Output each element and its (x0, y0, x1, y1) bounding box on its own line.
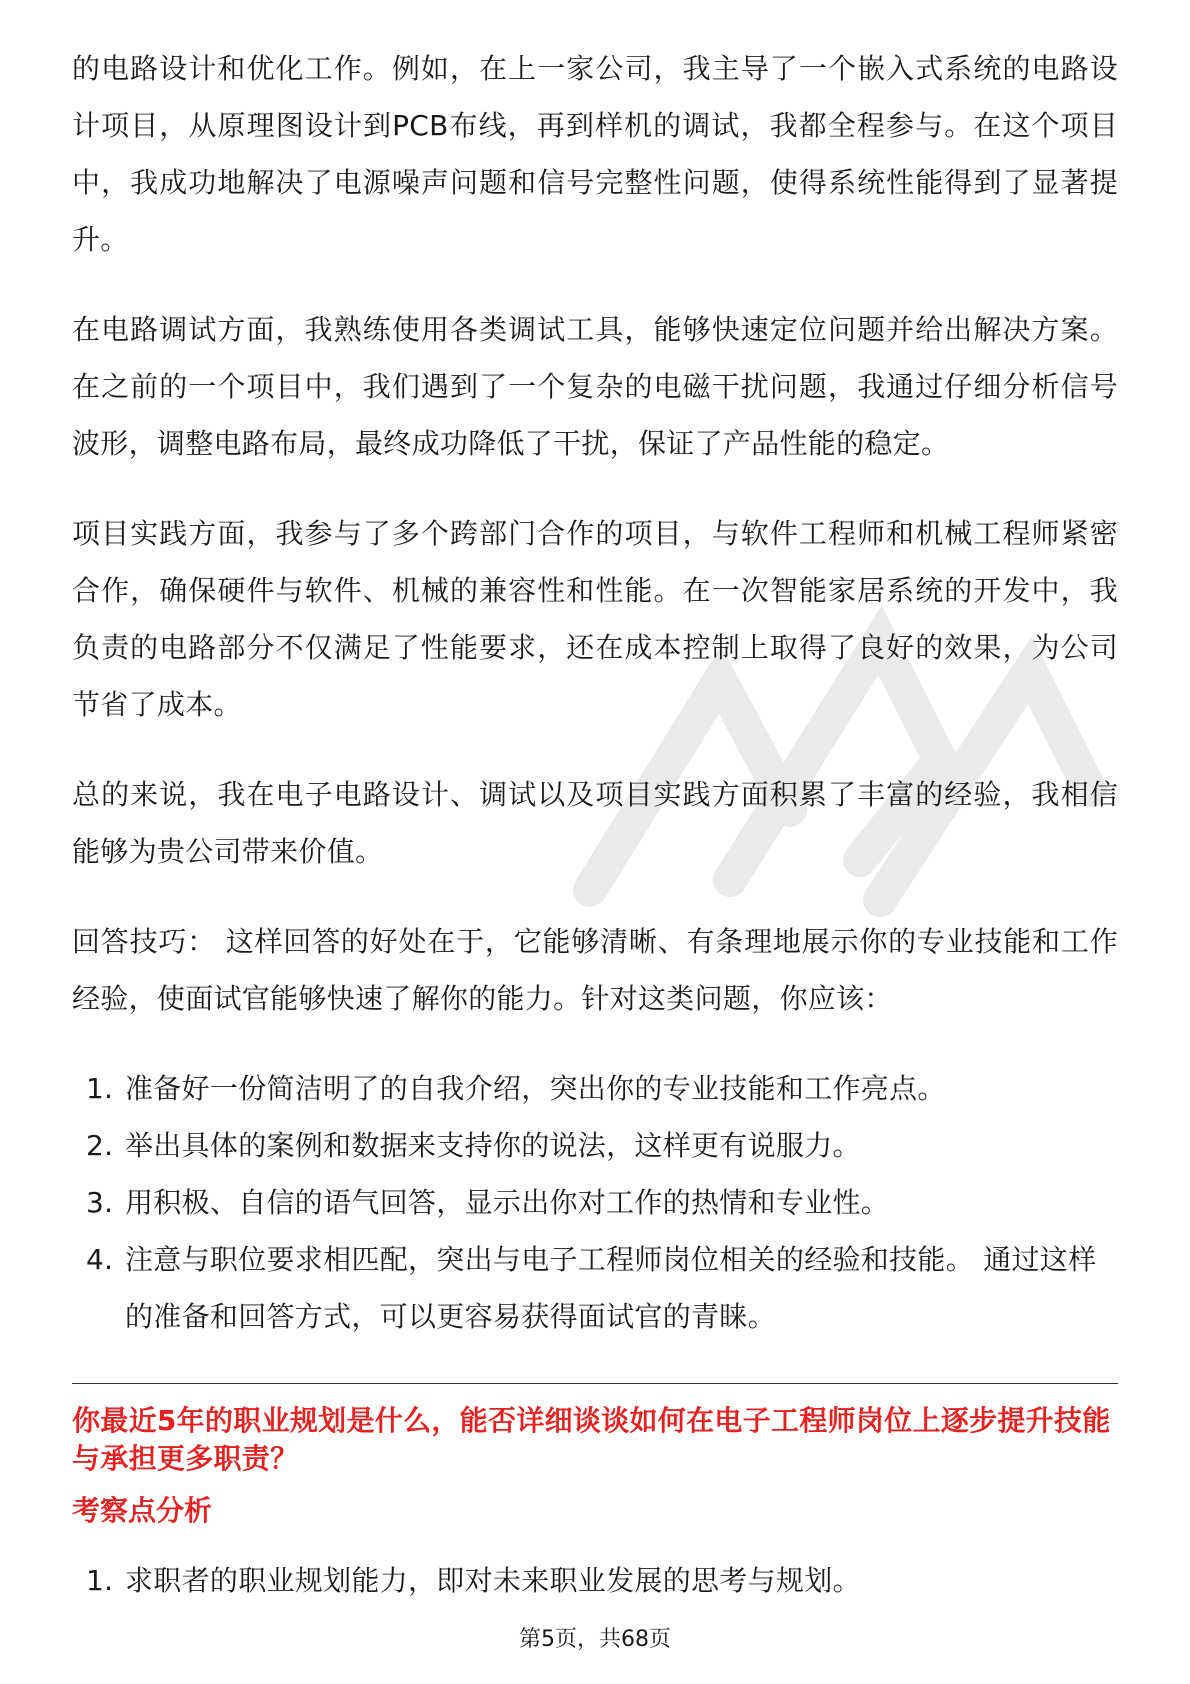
paragraph-project-practice: 项目实践方面，我参与了多个跨部门合作的项目，与软件工程师和机械工程师紧密合作，确保硬件与软件、机械的兼容性和性能。在一次智能家居系统的开发中，我负责的电路部分不仅满足了性能要求，还在成本控制上取得了良好的效果，为公司节省了成本。 (72, 517, 1118, 721)
list-item (72, 1174, 1118, 1231)
analysis-title: 考察点分析 (72, 1494, 213, 1527)
question-heading: 你最近5年的职业规划是什么，能否详细谈谈如何在电子工程师岗位上逐步提升技能与承担更多职责？ (72, 1404, 1111, 1475)
list-number: 2. (86, 1129, 114, 1162)
analysis-list (72, 1552, 1118, 1609)
list-item (72, 1231, 1118, 1345)
list-item (72, 1117, 1118, 1174)
list-number: 4. (86, 1243, 114, 1276)
paragraph-answer-tips: 回答技巧： 这样回答的好处在于，它能够清晰、有条理地展示你的专业技能和工作经验，使面试官能够快速了解你的能力。针对这类问题，你应该： (72, 925, 1118, 1015)
list-number: 1. (86, 1072, 114, 1105)
list-text: 求职者的职业规划能力，即对未来职业发展的思考与规划。 (125, 1564, 861, 1597)
list-item (72, 1060, 1118, 1117)
list-number: 1. (86, 1564, 114, 1597)
tips-list (72, 1060, 1118, 1345)
paragraph-circuit-debugging: 在电路调试方面，我熟练使用各类调试工具，能够快速定位问题并给出解决方案。在之前的一个项目中，我们遇到了一个复杂的电磁干扰问题，我通过仔细分析信号波形，调整电路布局，最终成功降低了干扰，保证了产品性能的稳定。 (72, 313, 1118, 460)
list-text: 准备好一份简洁明了的自我介绍，突出你的专业技能和工作亮点。 (125, 1072, 946, 1105)
list-number: 3. (86, 1186, 114, 1219)
list-text: 用积极、自信的语气回答，显示出你对工作的热情和专业性。 (125, 1186, 890, 1219)
paragraph-circuit-design: 的电路设计和优化工作。例如，在上一家公司，我主导了一个嵌入式系统的电路设计项目，从原理图设计到PCB布线，再到样机的调试，我都全程参与。在这个项目中，我成功地解决了电源噪声问题和信号完整性问题，使得系统性能得到了显著提升。 (72, 52, 1118, 256)
list-text: 举出具体的案例和数据来支持你的说法，这样更有说服力。 (125, 1129, 861, 1162)
list-item (72, 1552, 1118, 1609)
page-number-footer: 第5页，共68页 (519, 1627, 671, 1652)
document-page (72, 40, 1118, 1609)
list-text: 注意与职位要求相匹配，突出与电子工程师岗位相关的经验和技能。 通过这样的准备和回答方式，可以更容易获得面试官的青睐。 (125, 1243, 1097, 1333)
paragraph-summary: 总的来说，我在电子电路设计、调试以及项目实践方面积累了丰富的经验，我相信能够为贵公司带来价值。 (72, 778, 1118, 868)
